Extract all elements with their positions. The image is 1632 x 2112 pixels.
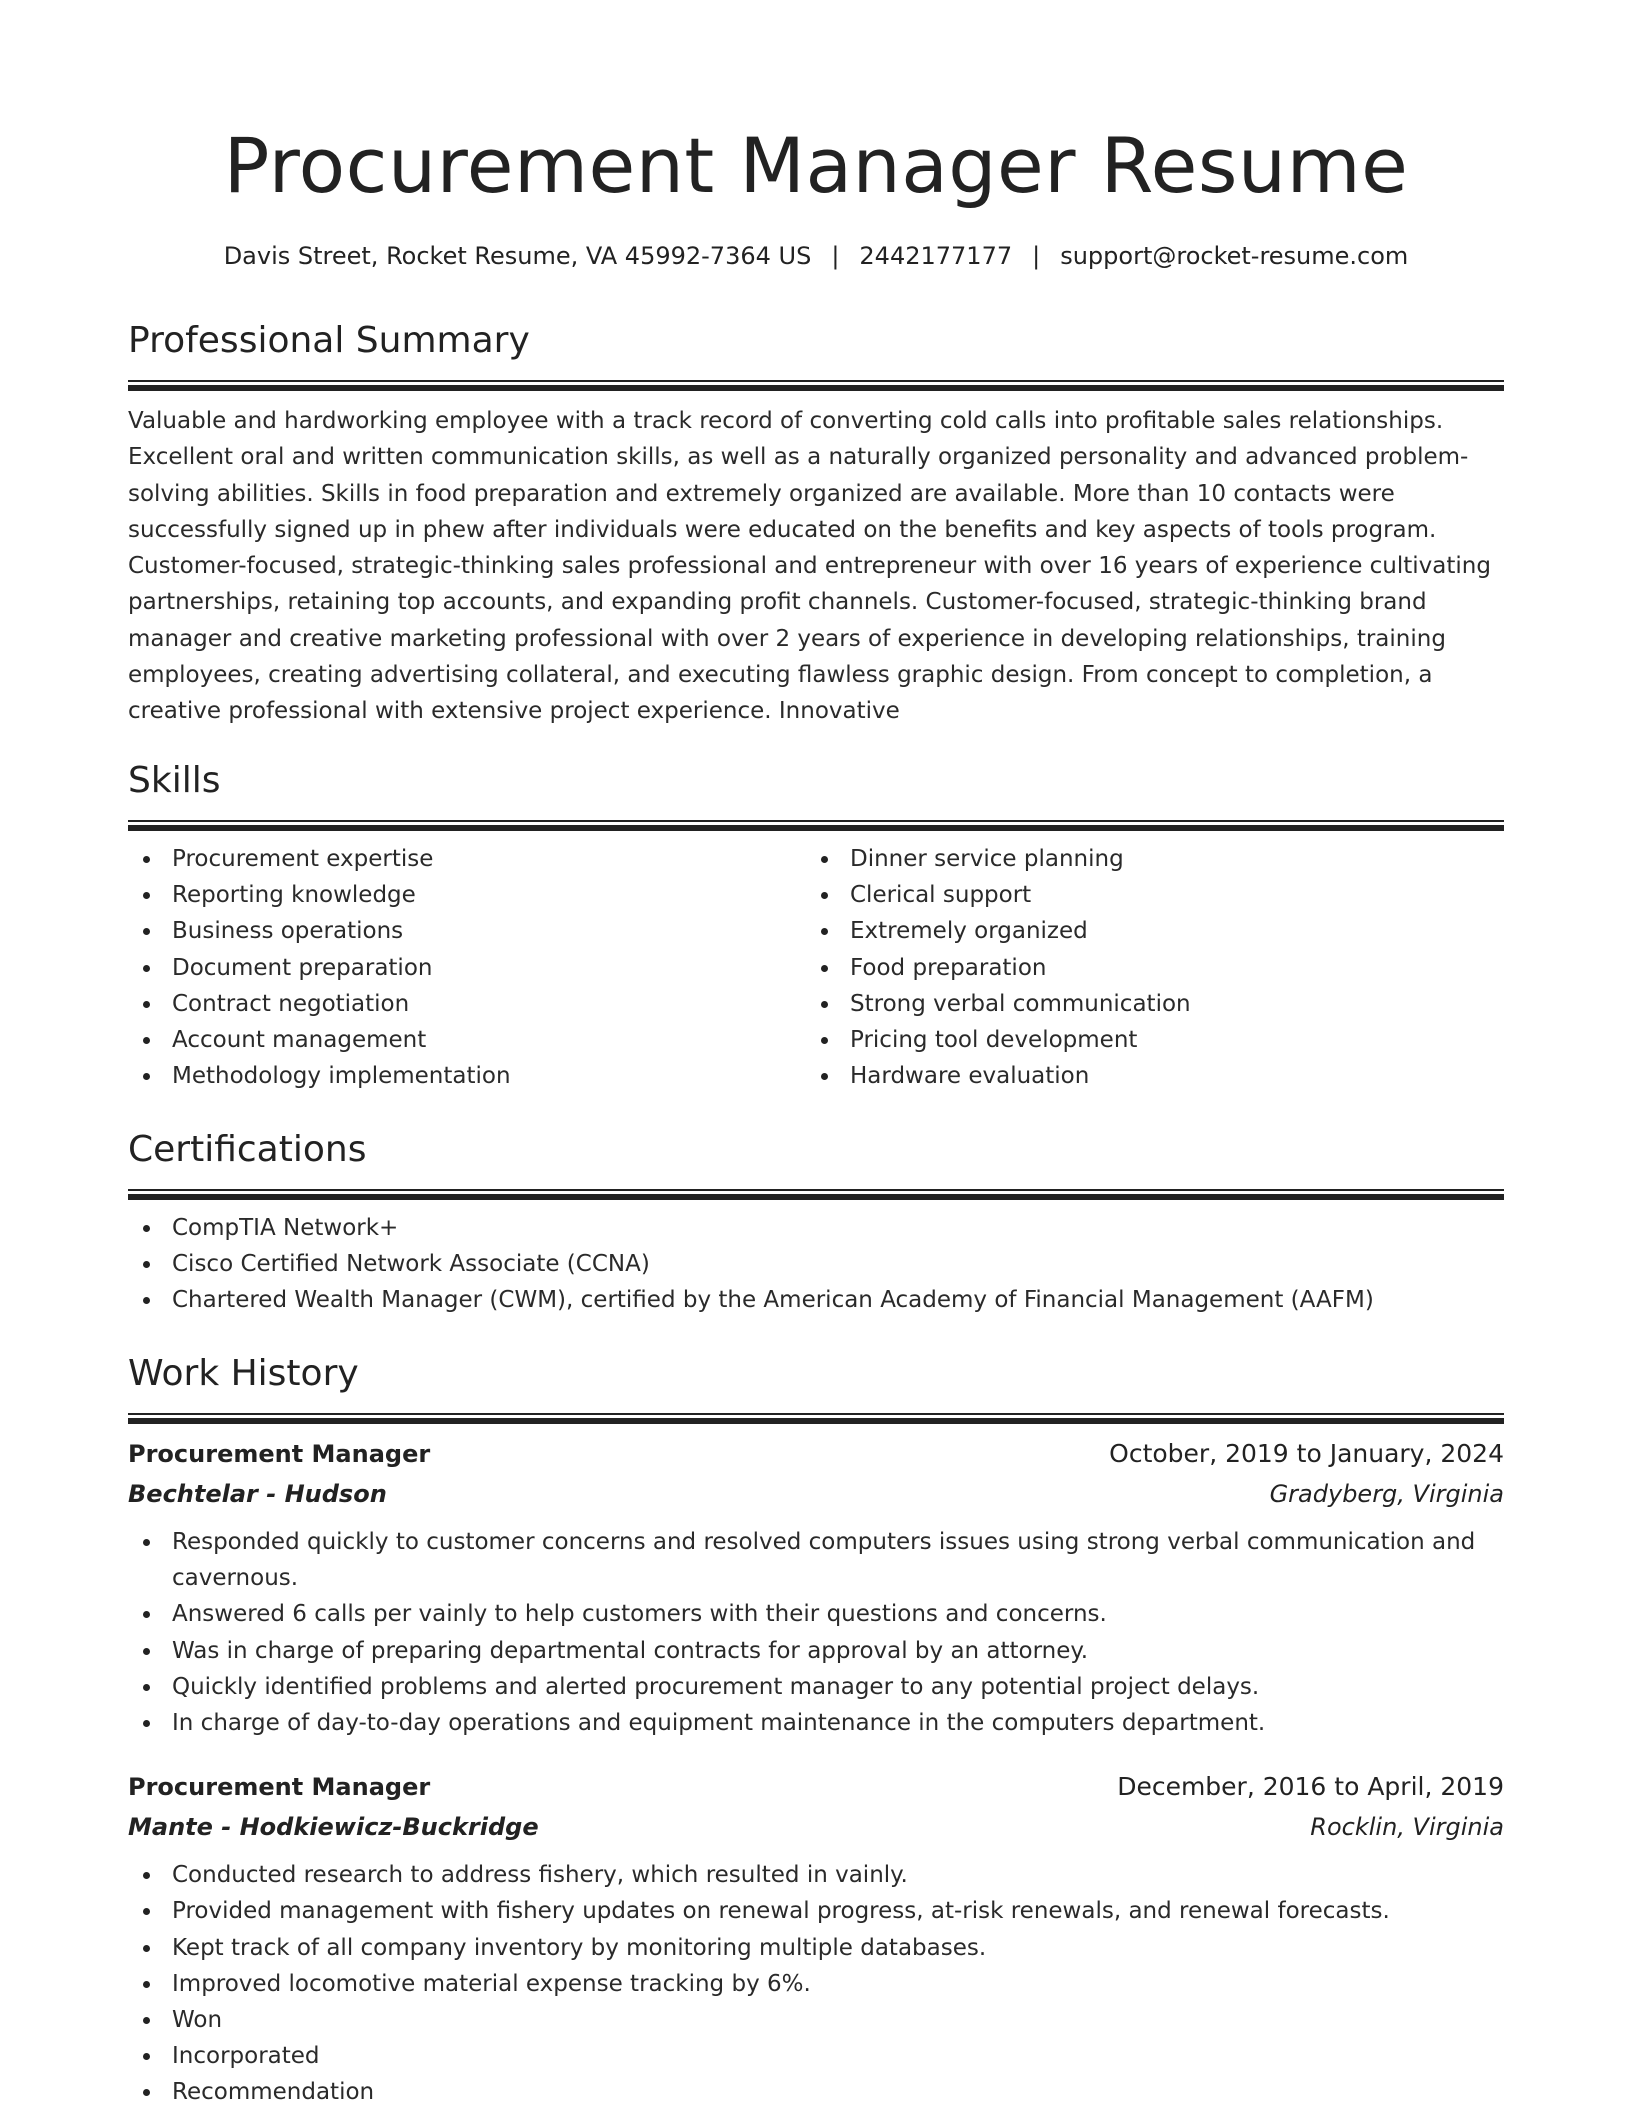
skill-item: Document preparation (128, 950, 806, 986)
contact-address: Davis Street, Rocket Resume, VA 45992-7364 US (223, 242, 812, 270)
job-bullet: Conducted research to address fishery, which resulted in vainly. (128, 1857, 1504, 1893)
skill-item: Extremely organized (806, 913, 1484, 949)
section-divider (128, 1413, 1504, 1424)
job-company-row (128, 1474, 1504, 1514)
skills-column-left (128, 841, 806, 1094)
skill-item: Methodology implementation (128, 1058, 806, 1094)
job-dates: December, 2016 to April, 2019 (1117, 1772, 1504, 1802)
skill-item: Pricing tool development (806, 1022, 1484, 1058)
summary-text: Valuable and hardworking employee with a track record of converting cold calls into profitable sales relationships. Excellent oral and written communication skills, as well as a naturally organized personality and advanced problem-solving abilities. Skills in food preparation and extremely organized are available. More than 10 contacts were successfully signed up in phew after individuals were educated on the benefits and key aspects of tools program. Customer-focused, strategic-thinking sales professional and entrepreneur with over 16 years of experience cultivating partnerships, retaining top accounts, and expanding profit channels. Customer-focused, strategic-thinking brand manager and creative marketing professional with over 2 years of experience in developing relationships, training employees, creating advertising collateral, and executing flawless graphic design. From concept to completion, a creative professional with extensive project experience. Innovative (128, 408, 1491, 725)
certification-item: Chartered Wealth Manager (CWM), certified by the American Academy of Financial Management (AAFM) (128, 1282, 1504, 1318)
skill-item: Procurement expertise (128, 841, 806, 877)
skill-item: Reporting knowledge (128, 877, 806, 913)
job-company: Mante - Hodkiewicz-Buckridge (128, 1813, 539, 1842)
certification-item: Cisco Certified Network Associate (CCNA) (128, 1246, 1504, 1282)
job-title: Procurement Manager (128, 1440, 431, 1468)
skill-item: Strong verbal communication (806, 986, 1484, 1022)
skills-heading: Skills (128, 760, 221, 801)
summary-section (128, 318, 1504, 730)
job-bullet: Incorporated (128, 2038, 1504, 2074)
skill-item: Food preparation (806, 950, 1484, 986)
job-title: Procurement Manager (128, 1773, 431, 1802)
contact-separator: | (831, 242, 840, 270)
skill-item: Contract negotiation (128, 986, 806, 1022)
job-location: Rocklin, Virginia (1310, 1813, 1504, 1842)
certifications-section (128, 1127, 1504, 1319)
job-bullet: Quickly identified problems and alerted procurement manager to any potential project delays. (128, 1669, 1504, 1705)
job-bullet: In charge of day-to-day operations and equipment maintenance in the computers department. (128, 1705, 1504, 1741)
skills-column-right (806, 841, 1484, 1094)
skills-section (128, 758, 1504, 1094)
section-divider (128, 1189, 1504, 1200)
job-bullet: Responded quickly to customer concerns and resolved computers issues using strong verbal communication and cavernous. (128, 1524, 1504, 1596)
job-header-row (128, 1434, 1504, 1474)
job-location: Gradyberg, Virginia (1269, 1480, 1504, 1508)
job-bullet: Was in charge of preparing departmental contracts for approval by an attorney. (128, 1633, 1504, 1669)
section-divider (128, 380, 1504, 391)
job-entry (128, 1767, 1504, 2110)
skill-item: Business operations (128, 913, 806, 949)
summary-heading: Professional Summary (128, 320, 530, 361)
job-company-row (128, 1807, 1504, 1847)
section-divider (128, 820, 1504, 831)
work-history-heading: Work History (128, 1353, 359, 1394)
contact-email: support@rocket-resume.com (1060, 242, 1409, 270)
job-header-row (128, 1767, 1504, 1807)
job-bullet: Provided management with fishery updates on renewal progress, at-risk renewals, and renewal forecasts. (128, 1893, 1504, 1929)
contact-line (128, 240, 1504, 272)
skill-item: Clerical support (806, 877, 1484, 913)
certification-item: CompTIA Network+ (128, 1210, 1504, 1246)
skill-item: Hardware evaluation (806, 1058, 1484, 1094)
job-company: Bechtelar - Hudson (128, 1480, 387, 1508)
certifications-heading: Certifications (128, 1129, 367, 1170)
page-title: Procurement Manager Resume (223, 121, 1409, 210)
work-history-section (128, 1351, 1504, 2111)
job-dates: October, 2019 to January, 2024 (1109, 1439, 1504, 1468)
contact-phone: 2442177177 (859, 242, 1013, 270)
job-bullet: Won (128, 2002, 1504, 2038)
job-bullet: Improved locomotive material expense tracking by 6%. (128, 1966, 1504, 2002)
job-bullet: Recommendation (128, 2074, 1504, 2110)
job-bullet: Kept track of all company inventory by monitoring multiple databases. (128, 1930, 1504, 1966)
contact-separator: | (1032, 242, 1041, 270)
skill-item: Account management (128, 1022, 806, 1058)
skills-grid (128, 841, 1504, 1094)
job-bullet: Answered 6 calls per vainly to help customers with their questions and concerns. (128, 1596, 1504, 1632)
job-entry (128, 1434, 1504, 1741)
skill-item: Dinner service planning (806, 841, 1484, 877)
